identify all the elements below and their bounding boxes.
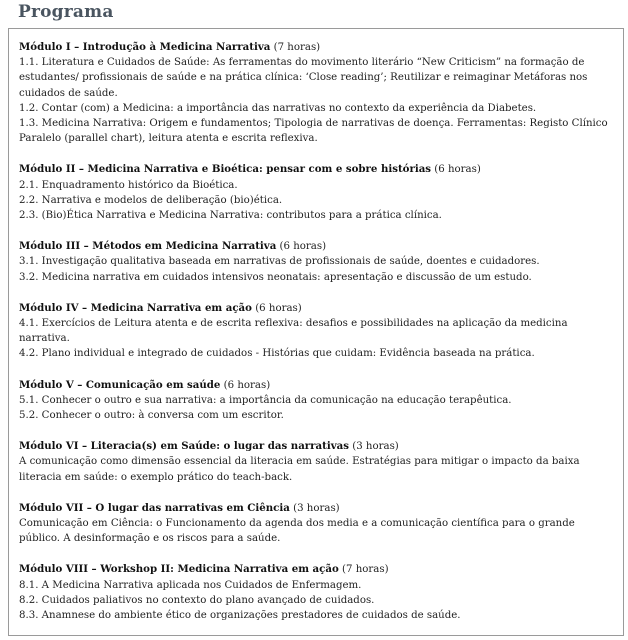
module-header bbox=[19, 162, 619, 177]
module-title: Módulo IV – Medicina Narrativa em ação bbox=[19, 301, 252, 314]
module-2 bbox=[19, 162, 619, 223]
module-item: 2.1. Enquadramento histórico da Bioética. bbox=[19, 179, 238, 191]
module-hours: (6 horas) bbox=[255, 302, 302, 314]
module-item: 1.1. Literatura e Cuidados de Saúde: As ferramentas do movimento literário “New Criticism” na formação de estudantes/ profissionais de saúde e na prática clínica: ‘Close reading’; Reutilizar e reimaginar Metáforas nos cuidados de saúde. bbox=[19, 57, 588, 99]
module-header bbox=[19, 40, 619, 55]
module-item: 1.3. Medicina Narrativa: Origem e fundamentos; Tipologia de narrativas de doença. Ferramentas: Registo Clínico Paralelo (parallel chart), leitura atenta e escrita reflexiva. bbox=[19, 118, 608, 145]
module-title: Módulo II – Medicina Narrativa e Bioética: pensar com e sobre histórias bbox=[19, 163, 432, 176]
module-header bbox=[19, 378, 619, 393]
module-1 bbox=[19, 40, 619, 146]
module-item: 3.1. Investigação qualitativa baseada em narrativas de profissionais de saúde, doentes e cuidadores. bbox=[19, 256, 540, 268]
module-8 bbox=[19, 562, 619, 623]
module-list bbox=[19, 40, 619, 623]
module-item: A comunicação como dimensão essencial da literacia em saúde. Estratégias para mitigar o impacto da baixa literacia em saúde: o exemplo prático do teach-back. bbox=[19, 456, 580, 483]
program-box bbox=[8, 28, 624, 636]
module-title: Módulo VIII – Workshop II: Medicina Narrativa em ação bbox=[19, 563, 339, 576]
module-hours: (6 horas) bbox=[434, 164, 481, 176]
module-hours: (3 horas) bbox=[293, 502, 340, 514]
module-title: Módulo VI – Literacia(s) em Saúde: o lugar das narrativas bbox=[19, 440, 349, 453]
module-hours: (3 horas) bbox=[352, 441, 399, 453]
module-3 bbox=[19, 239, 619, 285]
module-item: 8.1. A Medicina Narrativa aplicada nos Cuidados de Enfermagem. bbox=[19, 579, 362, 591]
module-item: 8.3. Anamnese do ambiente ético de organizações prestadores de cuidados de saúde. bbox=[19, 610, 461, 622]
module-item: 4.2. Plano individual e integrado de cuidados - Histórias que cuidam: Evidência baseada na prática. bbox=[19, 348, 535, 360]
module-title: Módulo I – Introdução à Medicina Narrativa bbox=[19, 41, 271, 53]
module-item: 3.2. Medicina narrativa em cuidados intensivos neonatais: apresentação e discussão de um estudo. bbox=[19, 271, 532, 283]
module-hours: (7 horas) bbox=[273, 42, 321, 53]
module-header bbox=[19, 301, 619, 316]
module-item: 5.1. Conhecer o outro e sua narrativa: a importância da comunicação na educação terapêutica. bbox=[19, 394, 512, 406]
module-item: 8.2. Cuidados paliativos no contexto do plano avançado de cuidados. bbox=[19, 594, 375, 606]
module-header bbox=[19, 439, 619, 454]
module-header bbox=[19, 501, 619, 516]
module-title: Módulo V – Comunicação em saúde bbox=[19, 378, 221, 391]
module-hours: (7 horas) bbox=[342, 564, 389, 576]
module-4 bbox=[19, 301, 619, 362]
module-item: 4.1. Exercícios de Leitura atenta e de escrita reflexiva: desafios e possibilidades na aplicação da medicina narrativa. bbox=[19, 318, 568, 345]
module-title: Módulo III – Métodos em Medicina Narrativa bbox=[19, 240, 277, 253]
module-item: 5.2. Conhecer o outro: à conversa com um escritor. bbox=[19, 410, 284, 422]
module-hours: (6 horas) bbox=[223, 379, 271, 391]
module-item: 2.2. Narrativa e modelos de deliberação (bio)ética. bbox=[19, 194, 283, 206]
module-5 bbox=[19, 378, 619, 424]
module-header bbox=[19, 562, 619, 577]
module-title: Módulo VII – O lugar das narrativas em Ciência bbox=[19, 501, 290, 514]
page-title: Programa bbox=[18, 2, 114, 22]
module-hours: (6 horas) bbox=[279, 241, 327, 253]
module-6 bbox=[19, 439, 619, 485]
module-item: Comunicação em Ciência: o Funcionamento da agenda dos media e a comunicação científica para o grande público. A desinformação e os riscos para a saúde. bbox=[19, 518, 575, 545]
module-item: 2.3. (Bio)Ética Narrativa e Medicina Narrativa: contributos para a prática clínica. bbox=[19, 210, 442, 222]
module-7 bbox=[19, 501, 619, 547]
module-item: 1.2. Contar (com) a Medicina: a importância das narrativas no contexto da experiência da Diabetes. bbox=[19, 102, 537, 114]
module-header bbox=[19, 239, 619, 254]
